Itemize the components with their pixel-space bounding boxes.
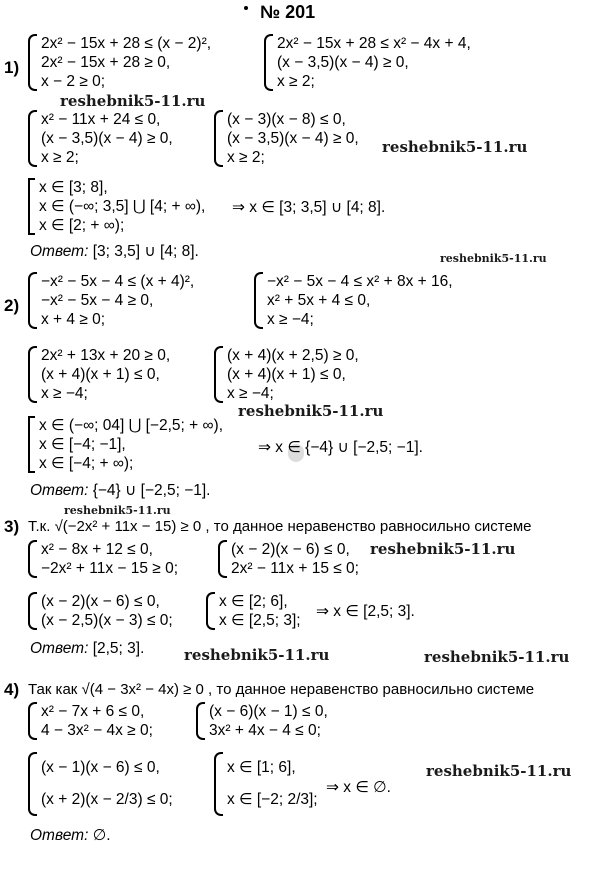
p3-system-3: (x − 2)(x − 6) ≤ 0, (x − 2,5)(x − 3) ≤ 0;: [28, 592, 173, 630]
watermark: reshebnik5-11.ru: [426, 762, 572, 780]
p4-system-3: (x − 1)(x − 6) ≤ 0, (x + 2)(x − 2/3) ≤ 0;: [28, 752, 173, 816]
p2-answer: Ответ: {−4} ∪ [−2,5; −1].: [30, 482, 211, 499]
p1-result: ⇒ x ∈ [3; 3,5] ∪ [4; 8].: [232, 199, 386, 216]
p4-system-2: (x − 6)(x − 1) ≤ 0, 3x² + 4x − 4 ≤ 0;: [196, 702, 328, 740]
problem-number: № 201: [260, 2, 316, 22]
p2-system-2: −x² − 5x − 4 ≤ x² + 8x + 16, x² + 5x + 4 ≤ 0, x ≥ −4;: [254, 272, 453, 329]
p1-answer: Ответ: [3; 3,5] ∪ [4; 8].: [30, 243, 199, 260]
p2-system-3: 2x² + 13x + 20 ≥ 0, (x + 4)(x + 1) ≤ 0, x ≥ −4;: [28, 346, 170, 403]
watermark: reshebnik5-11.ru: [370, 540, 516, 558]
watermark: reshebnik5-11.ru: [60, 92, 206, 110]
p3-system-1: x² − 8x + 12 ≤ 0, −2x² + 11x − 15 ≥ 0;: [28, 540, 178, 578]
watermark: reshebnik5-11.ru: [424, 648, 570, 666]
p2-system-1: −x² − 5x − 4 ≤ (x + 4)², −x² − 5x − 4 ≥ 0, x + 4 ≥ 0;: [28, 272, 194, 329]
p3-intro: Т.к. √(−2x² + 11x − 15) ≥ 0 , то данное неравенство равносильно системе: [28, 518, 532, 535]
p4-system-4: x ∈ [1; 6], x ∈ [−2; 2/3];: [214, 752, 318, 816]
p1-system-3: x² − 11x + 24 ≤ 0, (x − 3,5)(x − 4) ≥ 0, x ≥ 2;: [28, 110, 173, 167]
p1-system-2: 2x² − 15x + 28 ≤ x² − 4x + 4, (x − 3,5)(x − 4) ≥ 0, x ≥ 2;: [264, 34, 471, 91]
p3-system-4: x ∈ [2; 6], x ∈ [2,5; 3];: [206, 592, 301, 630]
p1-system-5: x ∈ [3; 8], x ∈ (−∞; 3,5] ⋃ [4; + ∞), x ∈ [2; + ∞);: [28, 178, 205, 235]
watermark: reshebnik5-11.ru: [238, 402, 384, 420]
p4-result: ⇒ x ∈ ∅.: [326, 779, 391, 796]
watermark: reshebnik5-11.ru: [382, 138, 528, 156]
watermark: reshebnik5-11.ru: [64, 504, 171, 517]
part-4-label: 4): [4, 680, 20, 699]
p1-system-1: 2x² − 15x + 28 ≤ (x − 2)², 2x² − 15x + 28 ≥ 0, x − 2 ≥ 0;: [28, 34, 211, 91]
p4-system-1: x² − 7x + 6 ≤ 0, 4 − 3x² − 4x ≥ 0;: [28, 702, 153, 740]
p2-result: ⇒ x ∈ {−4} ∪ [−2,5; −1].: [258, 439, 423, 456]
p2-system-5: x ∈ (−∞; 04] ⋃ [−2,5; + ∞), x ∈ [−4; −1], x ∈ [−4; + ∞);: [28, 416, 223, 473]
p3-answer: Ответ: [2,5; 3].: [30, 640, 145, 657]
part-2-label: 2): [4, 296, 20, 315]
p4-answer: Ответ: ∅.: [30, 827, 111, 844]
decorative-dot: [244, 6, 248, 10]
part-3-label: 3): [4, 517, 20, 536]
p3-result: ⇒ x ∈ [2,5; 3].: [316, 603, 415, 620]
p4-intro: Так как √(4 − 3x² − 4x) ≥ 0 , то данное неравенство равносильно системе: [28, 681, 535, 698]
p2-system-4: (x + 4)(x + 2,5) ≥ 0, (x + 4)(x + 1) ≤ 0, x ≥ −4;: [214, 346, 359, 403]
p1-system-4: (x − 3)(x − 8) ≤ 0, (x − 3,5)(x − 4) ≥ 0, x ≥ 2;: [214, 110, 359, 167]
p3-system-2: (x − 2)(x − 6) ≤ 0, 2x² − 11x + 15 ≤ 0;: [218, 540, 359, 578]
watermark: reshebnik5-11.ru: [440, 252, 547, 265]
watermark: reshebnik5-11.ru: [184, 646, 330, 664]
part-1-label: 1): [4, 58, 20, 77]
